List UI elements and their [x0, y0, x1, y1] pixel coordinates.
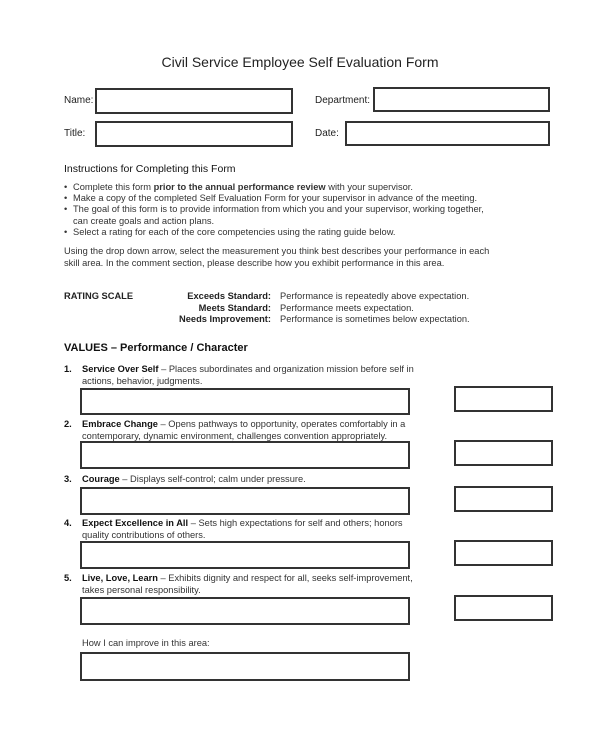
improve-field[interactable] — [80, 652, 410, 681]
comment-field-4[interactable] — [80, 541, 410, 569]
rating-level-meets: Meets Standard: — [198, 303, 271, 313]
department-field[interactable] — [373, 87, 550, 112]
rating-desc-meets: Performance meets expectation. — [280, 303, 414, 313]
instruction-item: • The goal of this form is to provide information from which you and your supervisor, working together, can create goals and action plans. — [64, 204, 524, 226]
rating-scale-label: RATING SCALE — [64, 291, 134, 301]
name-field[interactable] — [95, 88, 293, 114]
instructions-list — [64, 182, 524, 238]
rating-select-5[interactable] — [454, 595, 553, 621]
name-label: Name: — [64, 95, 94, 106]
rating-select-3[interactable] — [454, 486, 553, 512]
department-label: Department: — [315, 95, 371, 106]
rating-desc-exceeds: Performance is repeatedly above expectation. — [280, 291, 470, 301]
instruction-item: • Make a copy of the completed Self Evaluation Form for your supervisor in advance of the meeting. — [64, 193, 524, 204]
title-field[interactable] — [95, 121, 293, 147]
values-heading: VALUES – Performance / Character — [64, 342, 248, 354]
instructions-heading: Instructions for Completing this Form — [64, 163, 236, 175]
title-label: Title: — [64, 128, 86, 139]
date-field[interactable] — [345, 121, 550, 146]
comment-field-2[interactable] — [80, 441, 410, 469]
comment-field-3[interactable] — [80, 487, 410, 515]
rating-desc-needs: Performance is sometimes below expectation. — [280, 314, 470, 324]
instructions-paragraph: Using the drop down arrow, select the measurement you think best describes your performance in each skill area. In the comment section, please describe how you exhibit performance in this area. — [64, 246, 490, 268]
rating-level-exceeds: Exceeds Standard: — [187, 291, 271, 301]
rating-level-needs: Needs Improvement: — [179, 314, 271, 324]
comment-field-5[interactable] — [80, 597, 410, 625]
date-label: Date: — [315, 128, 339, 139]
improve-label: How I can improve in this area: — [82, 638, 210, 648]
form-title: Civil Service Employee Self Evaluation Form — [161, 54, 439, 70]
rating-select-4[interactable] — [454, 540, 553, 566]
instruction-item: • Complete this form prior to the annual performance review with your supervisor. — [64, 182, 524, 193]
rating-select-1[interactable] — [454, 386, 553, 412]
rating-select-2[interactable] — [454, 440, 553, 466]
instruction-item: • Select a rating for each of the core competencies using the rating guide below. — [64, 227, 524, 238]
comment-field-1[interactable] — [80, 388, 410, 415]
